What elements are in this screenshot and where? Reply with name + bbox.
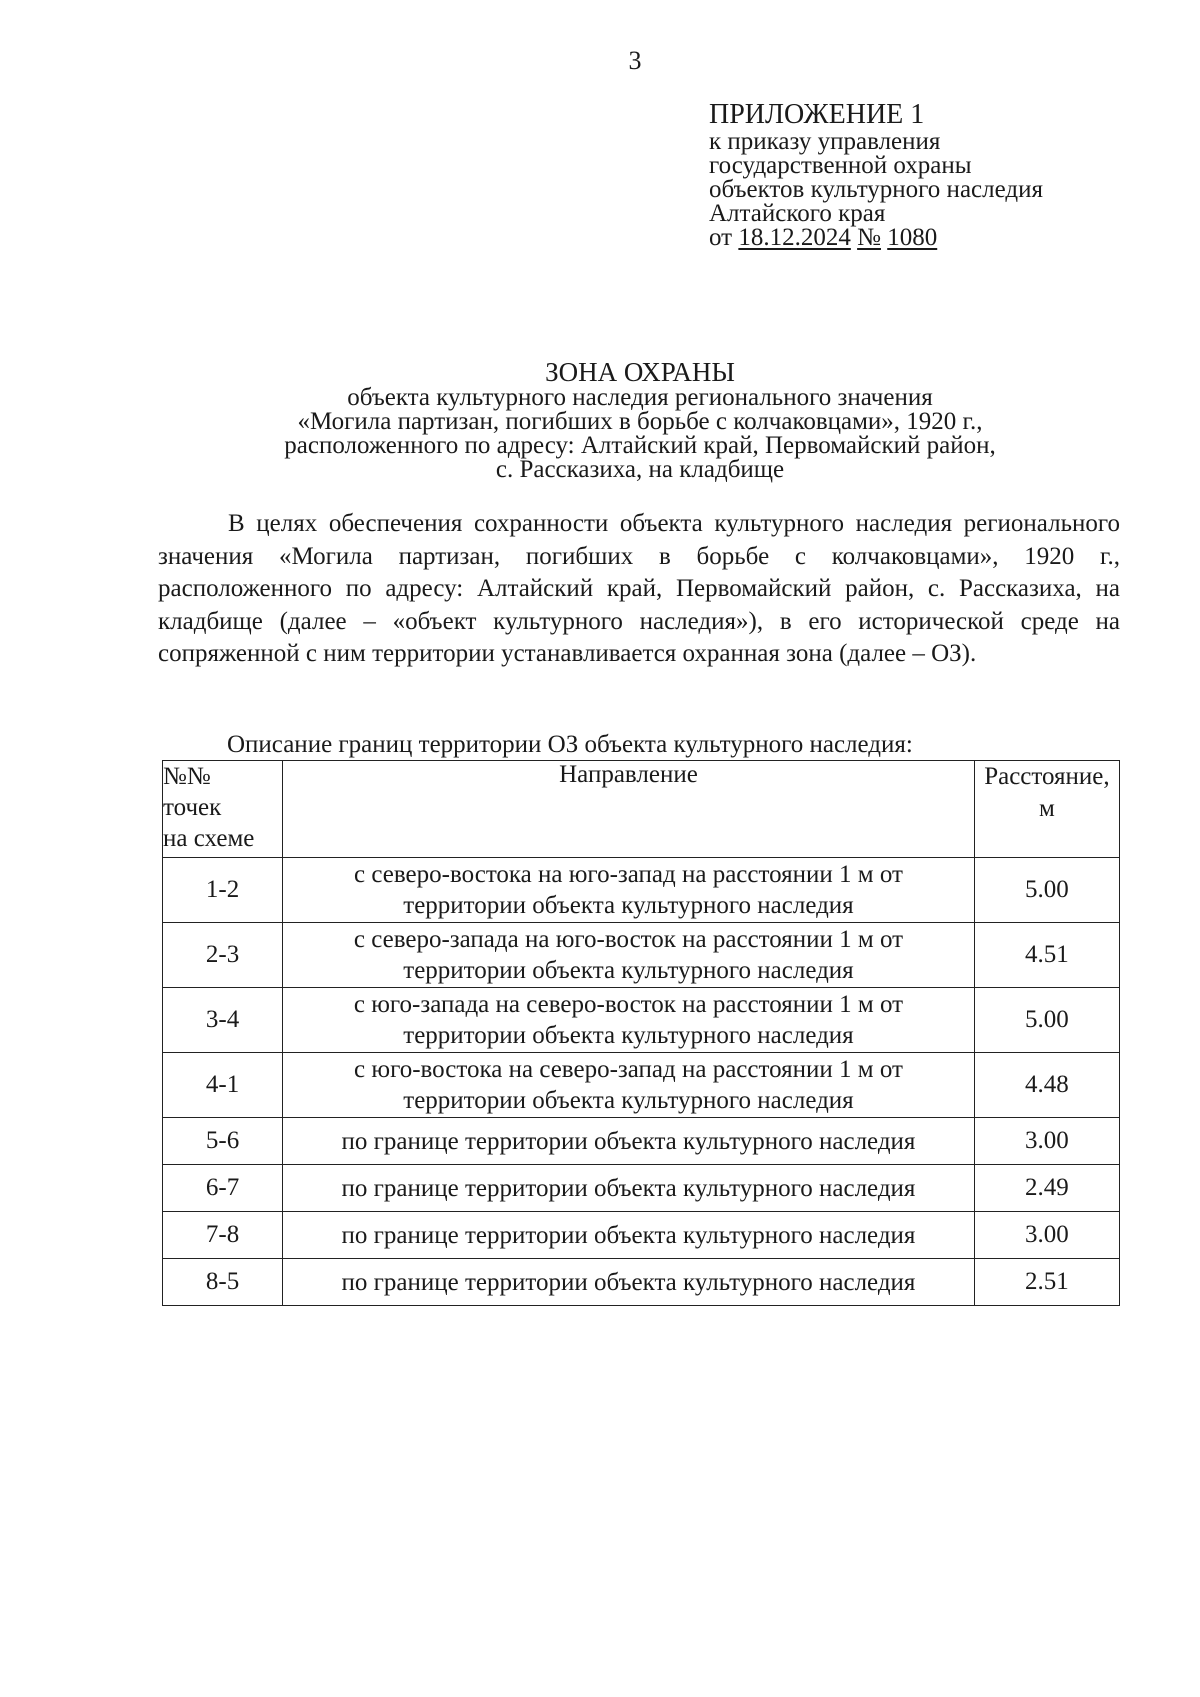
boundaries-table (162, 760, 1120, 1306)
table-row (163, 1212, 1120, 1259)
table-row (163, 923, 1120, 988)
cell-points: 2-3 (163, 923, 283, 988)
cell-distance: 5.00 (974, 858, 1119, 923)
table-row (163, 1053, 1120, 1118)
header-points-line: точек (163, 794, 222, 821)
heading-line: с. Рассказиха, на кладбище (495, 456, 785, 483)
header-points-line: №№ (163, 763, 211, 790)
zone-heading (200, 358, 1080, 482)
table-row (163, 858, 1120, 923)
cell-distance: 2.49 (974, 1165, 1119, 1212)
body-paragraph: В целях обеспечения сохранности объекта культурного наследия регионального значения «Могила партизан, погибших в борьбе с колчаковцами», 1920 г., расположенного по адресу: Алтайский край, Первомайский район, с. Рассказиха, на кладбище (далее – «объект культурного наследия»), в его исторической среде на сопряженной с ним территории устанавливается охранная зона (далее – ОЗ). (158, 510, 1120, 668)
header-distance-line: м (1039, 795, 1055, 822)
direction-line: с юго-запада на северо-восток на расстоянии 1 м от (353, 991, 904, 1018)
cell-points: 8-5 (163, 1259, 283, 1306)
direction-line: территории объекта культурного наследия (403, 957, 854, 984)
appendix-date-line (709, 226, 1043, 250)
cell-distance: 5.00 (974, 988, 1119, 1053)
header-direction: Направление (283, 761, 975, 858)
cell-direction: по границе территории объекта культурного наследия (283, 1212, 975, 1259)
appendix-line: государственной охраны (709, 152, 972, 179)
zone-title: ЗОНА ОХРАНЫ (545, 357, 735, 387)
header-points (163, 761, 283, 858)
appendix-line: к приказу управления (709, 128, 941, 155)
cell-points: 3-4 (163, 988, 283, 1053)
cell-points: 5-6 (163, 1118, 283, 1165)
cell-points: 4-1 (163, 1053, 283, 1118)
cell-distance: 2.51 (974, 1259, 1119, 1306)
cell-direction (283, 923, 975, 988)
heading-line: «Могила партизан, погибших в борьбе с колчаковцами», 1920 г., (297, 408, 983, 435)
appendix-block (709, 100, 1043, 250)
table-header-row (163, 761, 1120, 858)
table-row (163, 1259, 1120, 1306)
cell-direction: по границе территории объекта культурного наследия (283, 1165, 975, 1212)
heading-line: объекта культурного наследия регионального значения (347, 384, 933, 411)
cell-points: 1-2 (163, 858, 283, 923)
cell-distance: 3.00 (974, 1212, 1119, 1259)
cell-direction: по границе территории объекта культурного наследия (283, 1118, 975, 1165)
cell-direction (283, 1053, 975, 1118)
cell-direction (283, 858, 975, 923)
heading-line: расположенного по адресу: Алтайский край, Первомайский район, (284, 432, 996, 459)
header-distance-line: Расстояние, (984, 763, 1110, 790)
header-distance (974, 761, 1119, 858)
appendix-line: объектов культурного наследия (709, 176, 1043, 203)
header-points-line: на схеме (163, 825, 255, 852)
direction-line: с северо-востока на юго-запад на расстоянии 1 м от (354, 861, 903, 888)
direction-line: с северо-запада на юго-восток на расстоянии 1 м от (353, 926, 904, 953)
appendix-title: ПРИЛОЖЕНИЕ 1 (709, 99, 925, 130)
date-prefix: от (709, 224, 733, 251)
number-prefix: № (857, 224, 881, 251)
table-caption: Описание границ территории ОЗ объекта культурного наследия: (227, 731, 913, 758)
cell-direction (283, 988, 975, 1053)
cell-points: 6-7 (163, 1165, 283, 1212)
cell-distance: 3.00 (974, 1118, 1119, 1165)
direction-line: территории объекта культурного наследия (403, 1022, 854, 1049)
direction-line: с юго-востока на северо-запад на расстоянии 1 м от (354, 1056, 903, 1083)
cell-distance: 4.51 (974, 923, 1119, 988)
order-number: 1080 (887, 224, 938, 251)
appendix-line: Алтайского края (709, 200, 886, 227)
order-date: 18.12.2024 (738, 224, 851, 251)
cell-direction: по границе территории объекта культурного наследия (283, 1259, 975, 1306)
cell-points: 7-8 (163, 1212, 283, 1259)
direction-line: территории объекта культурного наследия (403, 892, 854, 919)
direction-line: территории объекта культурного наследия (403, 1087, 854, 1114)
table-row (163, 1118, 1120, 1165)
page-number: 3 (628, 46, 642, 75)
table-row (163, 988, 1120, 1053)
cell-distance: 4.48 (974, 1053, 1119, 1118)
table-row (163, 1165, 1120, 1212)
